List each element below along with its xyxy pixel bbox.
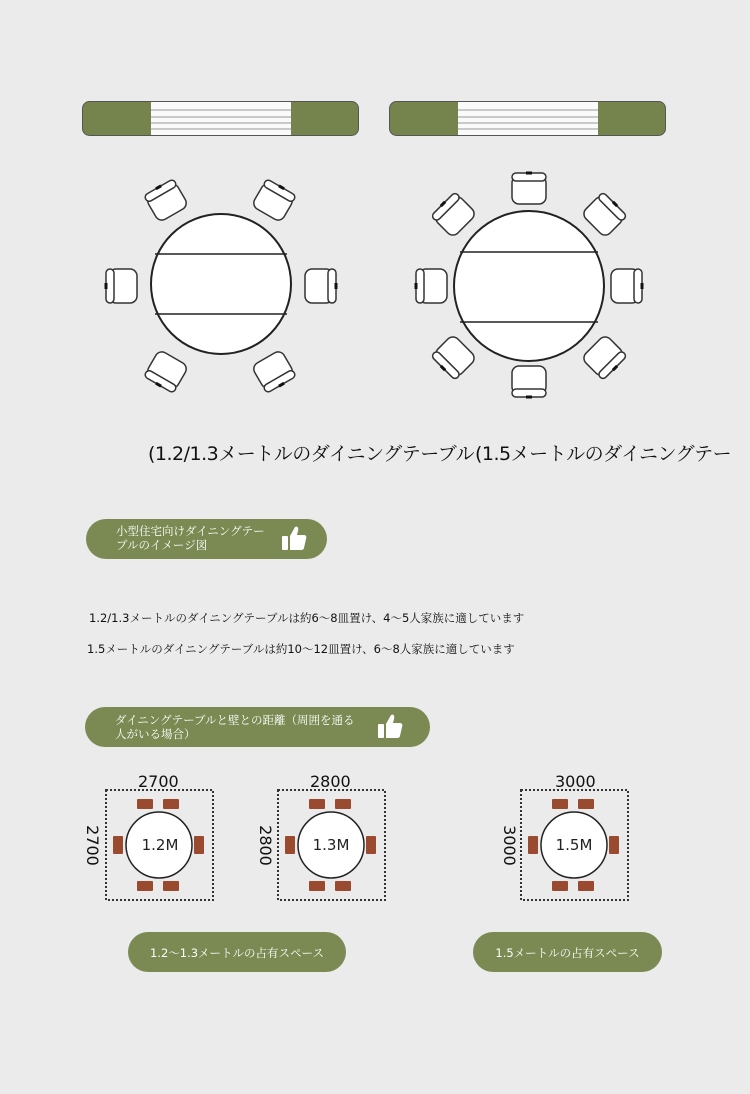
legend-small-label: 1.2〜1.3メートルの占有スペース (149, 946, 324, 960)
thumbs-up-icon (279, 523, 309, 553)
plan-3-width: 3000 (555, 772, 596, 791)
pill-distance-line2: 人がいる場合） (115, 727, 196, 741)
plan-2-depth: 2800 (255, 825, 275, 866)
description-small: 1.2/1.3メートルのダイニングテーブルは約6〜8皿置け、4〜5人家族に適しています (89, 611, 525, 625)
pill-image-line1: 小型住宅向けダイニングテー (116, 524, 265, 538)
pill-wall-distance (85, 707, 430, 747)
table-top-bar-small (82, 101, 360, 137)
plan-2-table-label: 1.3M (312, 836, 350, 854)
description-large: 1.5メートルのダイニングテーブルは約10〜12皿置け、6〜8人家族に適しています (87, 642, 515, 656)
round-table-large (405, 168, 660, 408)
legend-large-space (473, 932, 662, 972)
caption-small-table: (1.2/1.3メートルのダイニングテーブル (148, 443, 475, 465)
caption-large-table: (1.5メートルのダイニングテー (475, 443, 732, 465)
legend-large-label: 1.5メートルの占有スペース (495, 946, 640, 960)
table-top-bar-large (389, 101, 667, 137)
pill-image-line2: ブルのイメージ図 (116, 538, 208, 552)
plan-3-table-label: 1.5M (555, 836, 593, 854)
pill-table-image (86, 519, 327, 559)
plan-2-width: 2800 (310, 772, 351, 791)
pill-distance-line1: ダイニングテーブルと壁との距離（周囲を通る (115, 713, 355, 727)
plan-1-depth: 2700 (82, 825, 102, 866)
legend-small-space (128, 932, 346, 972)
round-table-small (95, 170, 355, 400)
thumbs-up-icon (375, 711, 405, 741)
plan-1-width: 2700 (138, 772, 179, 791)
plan-1-table-label: 1.2M (141, 836, 179, 854)
plan-3-depth: 3000 (499, 825, 519, 866)
